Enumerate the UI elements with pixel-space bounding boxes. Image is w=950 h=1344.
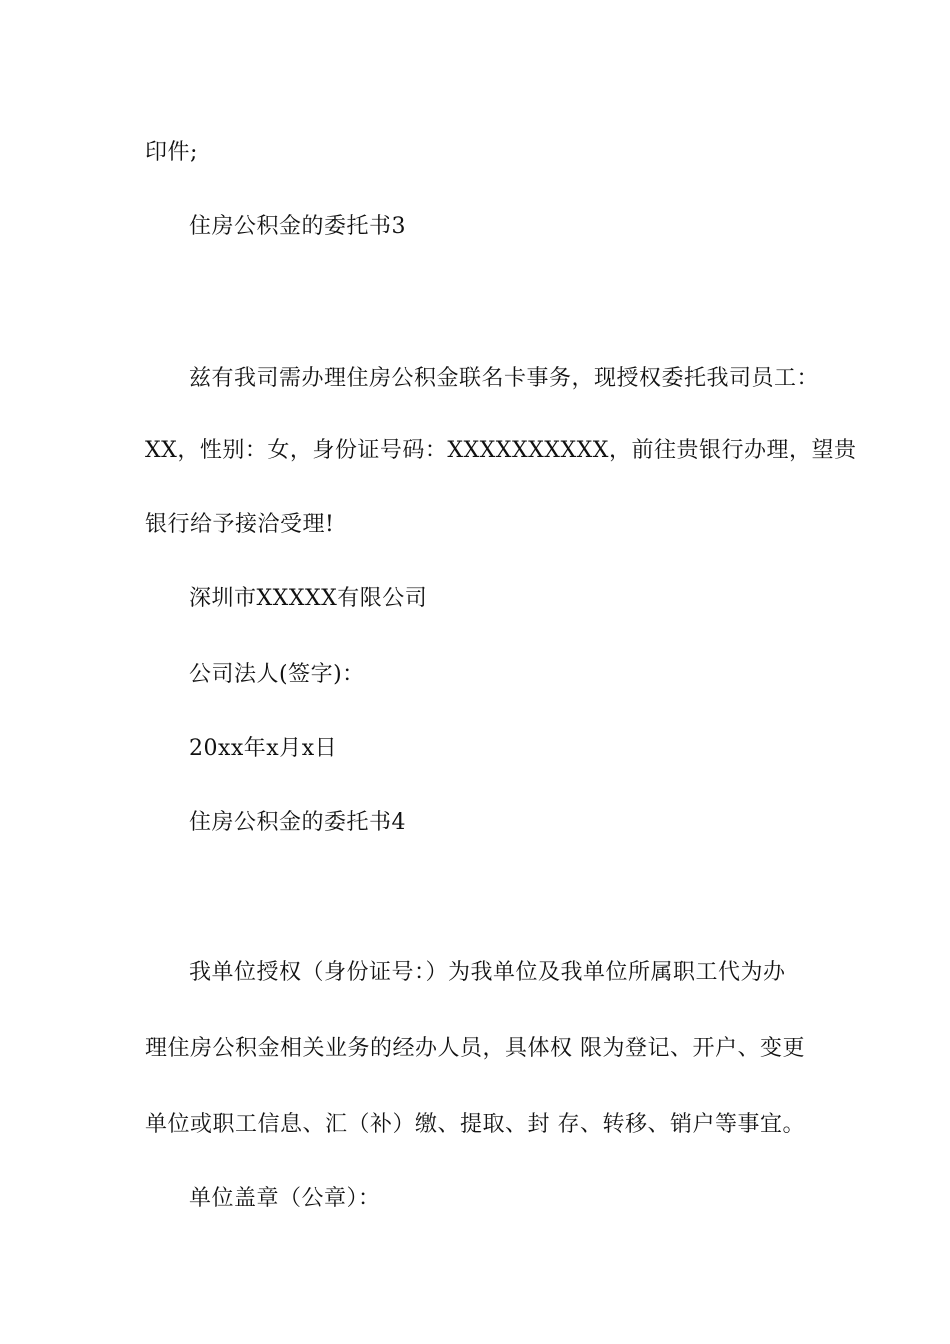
paragraph-line: 我单位授权（身份证号：）为我单位及我单位所属职工代为办 [189,960,786,985]
paragraph-line: 单位或职工信息、汇（补）缴、提取、封 存、转移、销户等事宜。 [145,1112,805,1137]
paragraph-line: 兹有我司需办理住房公积金联名卡事务，现授权委托我司员工： [189,366,820,391]
paragraph-line: 理住房公积金相关业务的经办人员，具体权 限为登记、开户、变更 [145,1036,805,1061]
paragraph-line: 银行给予接洽受理! [145,512,335,537]
signature-label: 公司法人(签字)： [189,662,365,687]
text-line-continuation: 印件; [145,140,198,165]
section-heading-4: 住房公积金的委托书4 [189,810,406,835]
company-name: 深圳市XXXXX有限公司 [189,586,428,611]
date-line: 20xx年x月x日 [189,736,338,761]
section-heading-3: 住房公积金的委托书3 [189,214,406,239]
paragraph-line: XX，性别：女，身份证号码：XXXXXXXXXX，前往贵银行办理，望贵 [145,438,857,463]
seal-label: 单位盖章（公章）： [189,1186,381,1211]
